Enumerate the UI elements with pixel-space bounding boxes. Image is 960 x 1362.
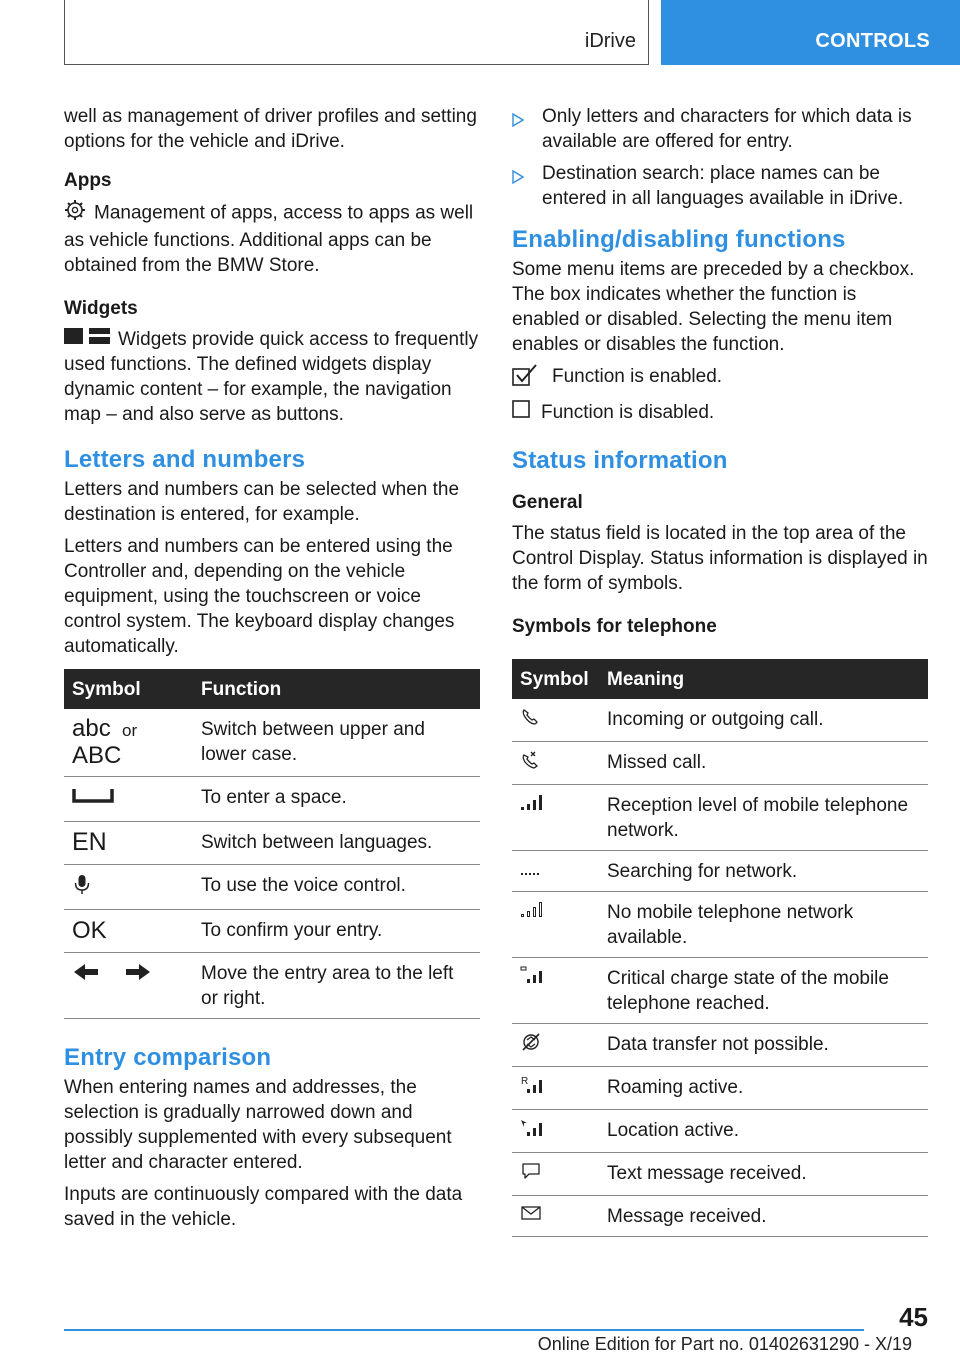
gear-icon xyxy=(64,199,86,228)
no-network-icon xyxy=(512,892,599,958)
table-row xyxy=(64,910,480,953)
table-row xyxy=(64,865,480,910)
table-row xyxy=(64,709,480,777)
table-header-meaning: Meaning xyxy=(599,659,928,699)
table-row xyxy=(64,953,480,1019)
apps-title: Apps xyxy=(64,170,112,191)
apps-text: Management of apps, access to apps as well as vehicle functions. Additional apps can be obtained from the BMW Store. xyxy=(64,202,474,276)
table-row xyxy=(512,851,928,892)
header-section-box xyxy=(64,0,649,65)
letters-heading: Letters and numbers xyxy=(64,446,306,474)
function-cell: To confirm your entry. xyxy=(193,910,480,953)
table-row xyxy=(512,1067,928,1110)
missed-call-icon xyxy=(512,742,599,785)
entry-comparison-heading: Entry comparison xyxy=(64,1044,272,1072)
function-cell: To enter a space. xyxy=(193,777,480,822)
footer-edition xyxy=(0,1334,912,1355)
symbol-function-table xyxy=(64,669,480,1019)
footer-rule xyxy=(64,1329,864,1331)
meaning-cell: Location active. xyxy=(599,1110,928,1153)
function-cell: Switch between upper and lower case. xyxy=(193,709,480,777)
meaning-cell: Text message received. xyxy=(599,1153,928,1196)
header-chapter-title: CONTROLS xyxy=(815,30,930,52)
left-column xyxy=(64,104,480,1239)
svg-text:R: R xyxy=(521,1076,529,1087)
enabled-text: Function is enabled. xyxy=(552,366,723,387)
meaning-cell: Message received. xyxy=(599,1196,928,1237)
header-section-title: iDrive xyxy=(584,30,636,52)
phone-call-icon xyxy=(512,699,599,742)
edition-text: Online Edition for Part no. 01402631290 - X/19 xyxy=(537,1334,912,1354)
disabled-text: Function is disabled. xyxy=(541,402,715,423)
triangle-bullet-icon xyxy=(512,166,524,191)
table-row xyxy=(512,785,928,851)
table-row xyxy=(512,742,928,785)
widgets-paragraph xyxy=(64,327,480,427)
function-cell: Switch between languages. xyxy=(193,822,480,865)
language-symbol: EN xyxy=(64,822,193,865)
disabled-row xyxy=(512,400,928,426)
meaning-cell: Incoming or outgoing call. xyxy=(599,699,928,742)
uppercase-symbol: ABC xyxy=(72,742,122,770)
header-chapter-tab xyxy=(661,0,960,65)
searching-network-icon xyxy=(512,851,599,892)
meaning-cell: Missed call. xyxy=(599,742,928,785)
no-data-transfer-icon xyxy=(512,1024,599,1067)
widgets-title: Widgets xyxy=(64,298,138,319)
bullet-item: Only letters and characters for which data is available are offered for entry. xyxy=(512,104,928,154)
entry-paragraph-1: When entering names and addresses, the selection is gradually narrowed down and possibly supplemented with every subsequent letter and character entered. xyxy=(64,1077,452,1174)
roaming-icon xyxy=(512,1067,599,1110)
envelope-icon xyxy=(512,1196,599,1237)
table-header-function: Function xyxy=(193,669,480,709)
table-row xyxy=(512,1196,928,1237)
enabling-paragraph: Some menu items are preceded by a checkbox. The box indicates whether the function is enabled or disabled. Selecting the menu item enables or disables the function. xyxy=(512,259,915,355)
enabling-heading: Enabling/disabling functions xyxy=(512,226,846,253)
intro-paragraph: well as management of driver profiles and setting options for the vehicle and iDrive. xyxy=(64,106,477,152)
meaning-cell: Reception level of mobile telephone network. xyxy=(599,785,928,851)
checkbox-empty-icon xyxy=(512,400,531,426)
table-header-symbol: Symbol xyxy=(512,659,599,699)
table-row xyxy=(64,777,480,822)
arrow-left-right-icon xyxy=(64,953,193,1019)
telephone-symbols-title: Symbols for telephone xyxy=(512,616,717,637)
letters-paragraph-1: Letters and numbers can be selected when the destination is entered, for example. xyxy=(64,479,460,526)
meaning-cell: Searching for network. xyxy=(599,851,928,892)
table-row xyxy=(64,822,480,865)
meaning-cell: Roaming active. xyxy=(599,1067,928,1110)
microphone-icon xyxy=(64,865,193,910)
right-column xyxy=(512,104,928,1237)
function-cell: To use the voice control. xyxy=(193,865,480,910)
general-title: General xyxy=(512,492,583,513)
entry-paragraph-2: Inputs are continuously compared with the data saved in the vehicle. xyxy=(64,1184,463,1231)
bullet-item: Destination search: place names can be entered in all languages available in iDrive. xyxy=(512,161,928,211)
location-icon xyxy=(512,1110,599,1153)
critical-charge-icon xyxy=(512,958,599,1024)
letters-paragraph-2: Letters and numbers can be entered using the Controller and, depending on the vehicle equipment, using the touchscreen or voice control system. The keyboard display changes automatically. xyxy=(64,536,455,658)
confirm-symbol: OK xyxy=(64,910,193,953)
function-cell: Move the entry area to the left or right. xyxy=(193,953,480,1019)
table-row xyxy=(512,1024,928,1067)
bullet-list xyxy=(512,104,928,211)
or-text: or xyxy=(121,721,138,741)
table-row xyxy=(512,699,928,742)
triangle-bullet-icon xyxy=(512,109,524,134)
checkbox-checked-icon xyxy=(512,364,538,393)
meaning-cell: No mobile telephone network available. xyxy=(599,892,928,958)
text-message-icon xyxy=(512,1153,599,1196)
general-paragraph: The status field is located in the top area of the Control Display. Status information is displayed in the form of symbols. xyxy=(512,523,928,594)
signal-bars-icon xyxy=(512,785,599,851)
space-bar-icon xyxy=(64,777,193,822)
table-row xyxy=(512,892,928,958)
widgets-icon xyxy=(64,327,110,352)
enabled-row xyxy=(512,364,928,393)
table-row xyxy=(512,1110,928,1153)
apps-paragraph xyxy=(64,199,480,278)
case-symbol-cell xyxy=(64,709,193,777)
meaning-cell: Critical charge state of the mobile telephone reached. xyxy=(599,958,928,1024)
table-row xyxy=(512,958,928,1024)
table-row xyxy=(512,1153,928,1196)
meaning-cell: Data transfer not possible. xyxy=(599,1024,928,1067)
telephone-symbol-table xyxy=(512,659,928,1237)
page-number: 45 xyxy=(899,1302,928,1332)
status-heading: Status information xyxy=(512,447,728,474)
table-header-symbol: Symbol xyxy=(64,669,193,709)
widgets-text: Widgets provide quick access to frequently used functions. The defined widgets display dynamic content – for example, the navigation map – and also serve as buttons. xyxy=(64,329,479,426)
lowercase-symbol: abc xyxy=(72,715,111,743)
